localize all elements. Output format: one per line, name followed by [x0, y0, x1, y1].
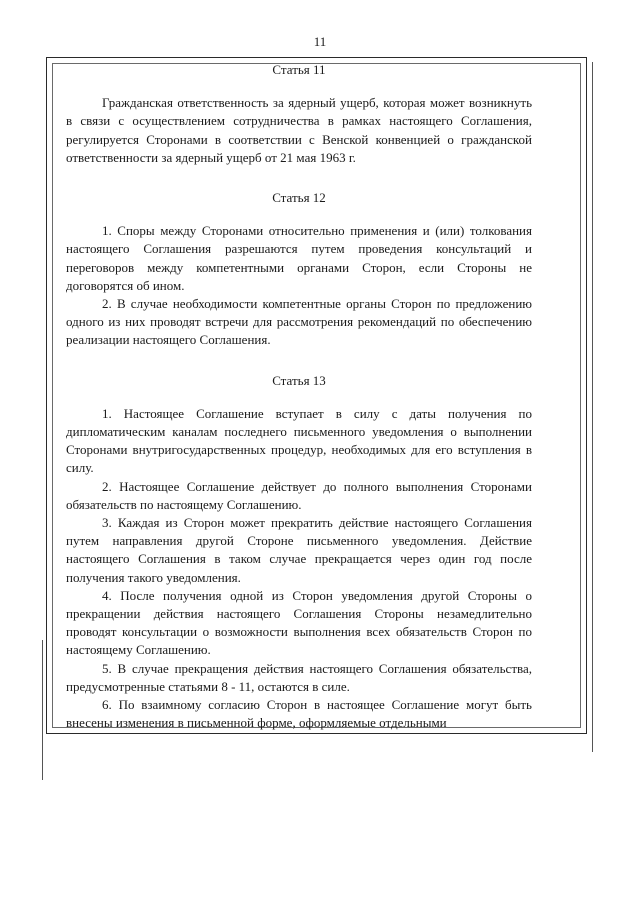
article-13-paragraph-1: 1. Настоящее Соглашение вступает в силу с даты получения по дипломатическим каналам последнего письменного уведомления о выполнении Сторонами внутригосударственных процедур, необходимых для его вступления в силу. [66, 405, 532, 476]
article-12-paragraph-2: 2. В случае необходимости компетентные органы Сторон по предложению одного из них проводят встречи для рассмотрения рекомендаций по обеспечению реализации настоящего Соглашения. [66, 296, 532, 348]
article-13-paragraph-3: 3. Каждая из Сторон может прекратить действие настоящего Соглашения путем направления другой Стороне письменного уведомления. Действие настоящего Соглашения в таком случае прекращается через один год после получения такого уведомления. [66, 515, 532, 585]
article-13-heading: Статья 13 [272, 372, 326, 388]
document-body [66, 61, 532, 733]
article-13-paragraph-2: 2. Настоящее Соглашение действует до полного выполнения Сторонами обязательств по настоящему Соглашению. [66, 478, 532, 512]
article-13-paragraph-6: 6. По взаимному согласию Сторон в настоящее Соглашение могут быть внесены изменения в письменной форме, оформляемые отдельными [66, 697, 532, 731]
article-12-paragraph-1: 1. Споры между Сторонами относительно применения и (или) толкования настоящего Соглашения разрешаются путем проведения консультаций и переговоров между компетентными органами Сторон, если Стороны не договорятся об ином. [66, 223, 532, 293]
scan-artifact-left [42, 640, 43, 780]
article-13-paragraph-4: 4. После получения одной из Сторон уведомления другой Стороны о прекращении действия настоящего Соглашения Стороны незамедлительно проводят консультации о возможности выполнения всех обязательств Сторон по настоящему Соглашению. [66, 587, 532, 658]
article-13-paragraph-5: 5. В случае прекращения действия настоящего Соглашения обязательства, предусмотренные статьями 8 - 11, остаются в силе. [66, 660, 532, 694]
article-12-heading: Статья 12 [272, 190, 326, 206]
article-11-paragraph: Гражданская ответственность за ядерный ущерб, которая может возникнуть в связи с осуществлением сотрудничества в рамках настоящего Соглашения, регулируется Сторонами в соответствии с Венской конвенцией о гражданской ответственности за ядерный ущерб от 21 мая 1963 г. [66, 95, 532, 165]
page-number: 11 [313, 34, 327, 49]
article-11-heading: Статья 11 [272, 62, 326, 77]
scan-artifact-right [592, 62, 593, 752]
